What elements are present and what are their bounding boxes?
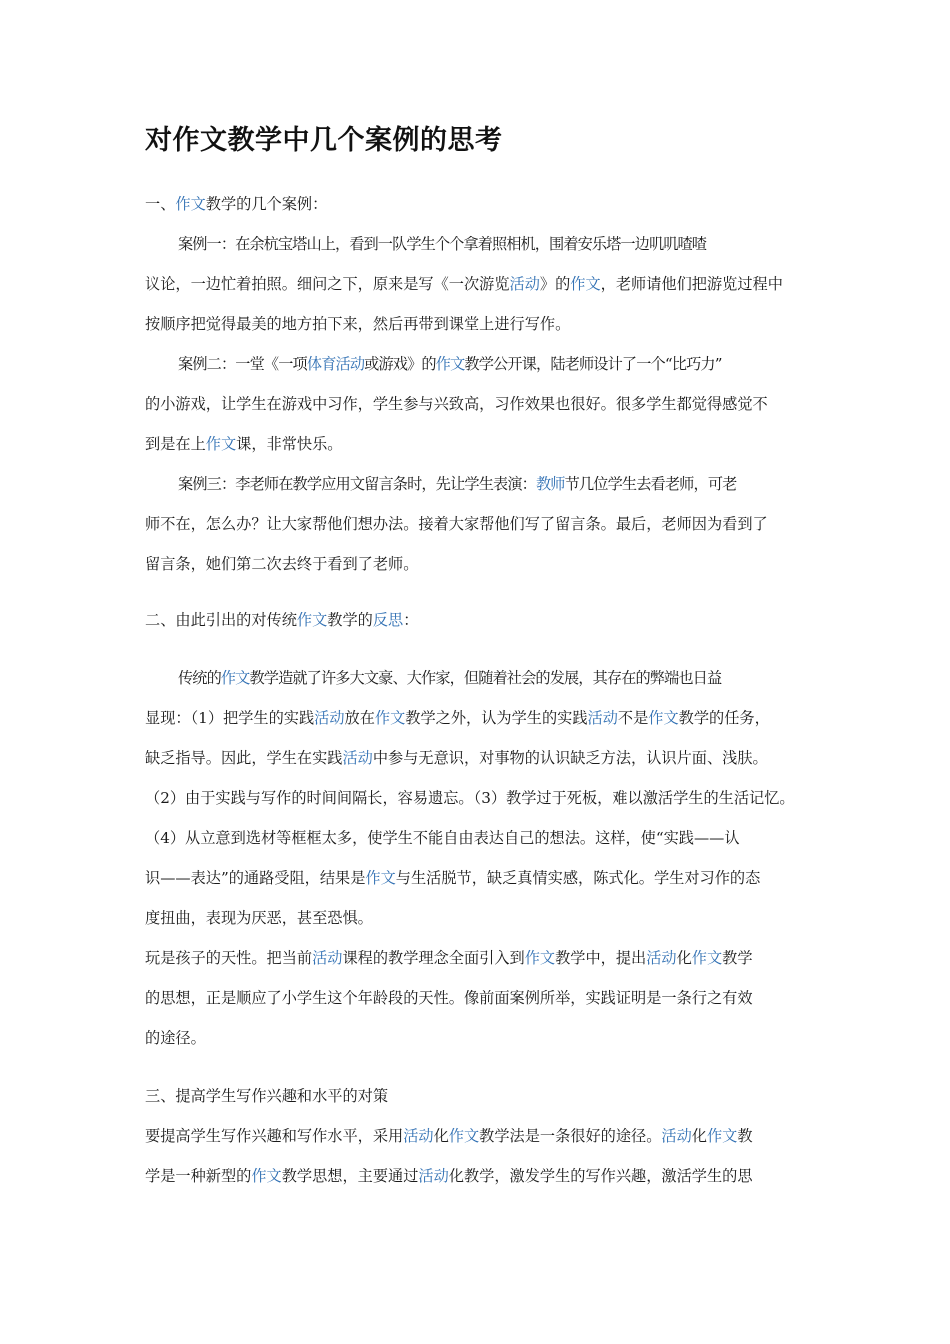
keyword-link[interactable]: 作文	[691, 949, 723, 967]
paragraph-line	[145, 434, 815, 454]
text-segment: 玩是孩子的天性。把当前	[145, 949, 313, 967]
paragraph-line	[145, 748, 815, 768]
keyword-link[interactable]: 活动	[587, 709, 618, 727]
keyword-link[interactable]: 教师	[535, 475, 565, 493]
text-segment: 课，非常快乐。	[236, 435, 343, 453]
text-segment: 教学	[722, 949, 753, 967]
text-segment: 案例二：一堂《一项	[178, 355, 307, 373]
keyword-link[interactable]: 作文	[570, 275, 601, 293]
text-segment: 不是	[617, 709, 649, 727]
paragraph-line	[178, 234, 848, 254]
keyword-link[interactable]: 活动	[418, 1167, 449, 1185]
text-segment: 二、由此引出的对传统	[145, 611, 297, 629]
paragraph-line	[145, 828, 815, 848]
text-segment: 节几位学生去看老师，可老	[564, 475, 737, 493]
text-segment: 的小游戏，让学生在游戏中习作，学生参与兴致高，习作效果也很好。很多学生都觉得感觉不	[145, 395, 768, 413]
paragraph-line	[145, 514, 815, 534]
text-segment: 按顺序把觉得最美的地方拍下来，然后再带到课堂上进行写作。	[145, 315, 571, 333]
keyword-link[interactable]: 作文	[448, 1127, 480, 1145]
keyword-link[interactable]: 作文	[251, 1167, 282, 1185]
keyword-link[interactable]: 活动	[646, 949, 677, 967]
paragraph-line	[145, 1028, 815, 1048]
text-segment: 化教学，激发学生的写作兴趣，激活学生的思	[448, 1167, 753, 1185]
paragraph-line	[145, 948, 815, 968]
keyword-link[interactable]: 作文	[296, 611, 328, 629]
text-segment: 案例一：在余杭宝塔山上，看到一队学生个个拿着照相机，围着安乐塔一边叽叽喳喳	[178, 235, 707, 253]
keyword-link[interactable]: 活动	[314, 709, 345, 727]
text-segment: 课程的教学理念全面引入到	[342, 949, 525, 967]
keyword-link[interactable]: 作文	[175, 195, 206, 213]
text-segment: 传统的	[178, 669, 221, 687]
text-segment: 与生活脱节，缺乏真情实感，陈式化。学生对习作的态	[395, 869, 761, 887]
paragraph-line	[145, 788, 815, 808]
text-segment: ：	[403, 611, 419, 629]
text-segment: （4）从立意到选材等框框太多，使学生不能自由表达自己的想法。这样，使“实践——认	[145, 829, 740, 847]
section-heading-1	[145, 194, 815, 214]
keyword-link[interactable]: 活动	[509, 275, 540, 293]
text-segment: 教学造就了许多大文豪、大作家，但随着社会的发展，其存在的弊端也日益	[249, 669, 722, 687]
page-title: 对作文教学中几个案例的思考	[145, 125, 503, 156]
paragraph-line	[178, 668, 848, 688]
section-heading-2	[145, 610, 815, 630]
text-segment: 教学的	[327, 611, 373, 629]
paragraph-line	[145, 274, 815, 294]
text-segment: 或游戏》的	[364, 355, 436, 373]
paragraph-line	[145, 708, 815, 728]
text-segment: 教学思想，主要通过	[281, 1167, 419, 1185]
keyword-link[interactable]: 反思	[372, 611, 404, 629]
text-segment: 放在	[344, 709, 375, 727]
text-segment: 教学之外，认为学生的实践	[405, 709, 588, 727]
text-segment: 一、	[145, 195, 176, 213]
paragraph-line	[145, 868, 815, 888]
section-heading-3	[145, 1086, 815, 1106]
text-segment: 度扭曲，表现为厌恶，甚至恐惧。	[145, 909, 373, 927]
text-segment: 教学公开课，陆老师设计了一个“比巧力”	[464, 355, 722, 373]
text-segment: 教学中，提出	[555, 949, 647, 967]
paragraph-line	[145, 554, 815, 574]
paragraph-line	[145, 394, 815, 414]
text-segment: 议论，一边忙着拍照。细问之下，原来是写《一次游览	[145, 275, 510, 293]
keyword-link[interactable]: 作文	[205, 435, 237, 453]
text-segment: 化	[433, 1127, 449, 1145]
paragraph-line	[145, 314, 815, 334]
text-segment: 识——表达”的通路受阻，结果是	[145, 869, 366, 887]
text-segment: 师不在，怎么办？让大家帮他们想办法。接着大家帮他们写了留言条。最后，老师因为看到了	[145, 515, 768, 533]
keyword-link[interactable]: 活动	[342, 749, 373, 767]
paragraph-line	[178, 354, 848, 374]
keyword-link[interactable]: 作文	[220, 669, 250, 687]
paragraph-line	[145, 1166, 815, 1186]
keyword-link[interactable]: 作文	[648, 709, 679, 727]
keyword-link[interactable]: 作文	[374, 709, 406, 727]
text-segment: 缺乏指导。因此，学生在实践	[145, 749, 343, 767]
text-segment: 的思想，正是顺应了小学生这个年龄段的天性。像前面案例所举，实践证明是一条行之有效	[145, 989, 753, 1007]
text-segment: 留言条，她们第二次去终于看到了老师。	[145, 555, 419, 573]
text-segment: 》的	[539, 275, 571, 293]
text-segment: ，老师请他们把游览过程中	[600, 275, 783, 293]
text-segment: 要提高学生写作兴趣和写作水平，采用	[145, 1127, 404, 1145]
keyword-link[interactable]: 作文	[706, 1127, 738, 1145]
paragraph-line	[145, 988, 815, 1008]
text-segment: 显现：（1）把学生的实践	[145, 709, 315, 727]
keyword-link[interactable]: 活动	[661, 1127, 692, 1145]
text-segment: （2）由于实践与写作的时间间隔长，容易遗忘。（3）教学过于死板，难以激活学生的生活记忆。	[145, 789, 795, 807]
text-segment: 中参与无意识，对事物的认识缺乏方法，认识片面、浅肤。	[372, 749, 768, 767]
text-segment: 的途径。	[145, 1029, 206, 1047]
text-segment: 案例三：李老师在教学应用文留言条时，先让学生表演：	[178, 475, 536, 493]
keyword-link[interactable]: 活动	[312, 949, 343, 967]
keyword-link[interactable]: 作文	[435, 355, 465, 373]
keyword-link[interactable]: 作文	[365, 869, 396, 887]
text-segment: 教学的几个案例：	[205, 195, 328, 213]
text-segment: 学是一种新型的	[145, 1167, 252, 1185]
keyword-link[interactable]: 作文	[524, 949, 556, 967]
paragraph-line	[178, 474, 848, 494]
text-segment: 三、提高学生写作兴趣和水平的对策	[145, 1087, 388, 1105]
paragraph-line	[145, 908, 815, 928]
text-segment: 化	[676, 949, 692, 967]
keyword-link[interactable]: 体育活动	[306, 355, 365, 373]
text-segment: 教学的任务，	[678, 709, 770, 727]
text-segment: 到是在上	[145, 435, 206, 453]
text-segment: 化	[691, 1127, 707, 1145]
paragraph-line	[145, 1126, 815, 1146]
text-segment: 教学法是一条很好的途径。	[479, 1127, 662, 1145]
text-segment: 教	[737, 1127, 753, 1145]
keyword-link[interactable]: 活动	[403, 1127, 434, 1145]
